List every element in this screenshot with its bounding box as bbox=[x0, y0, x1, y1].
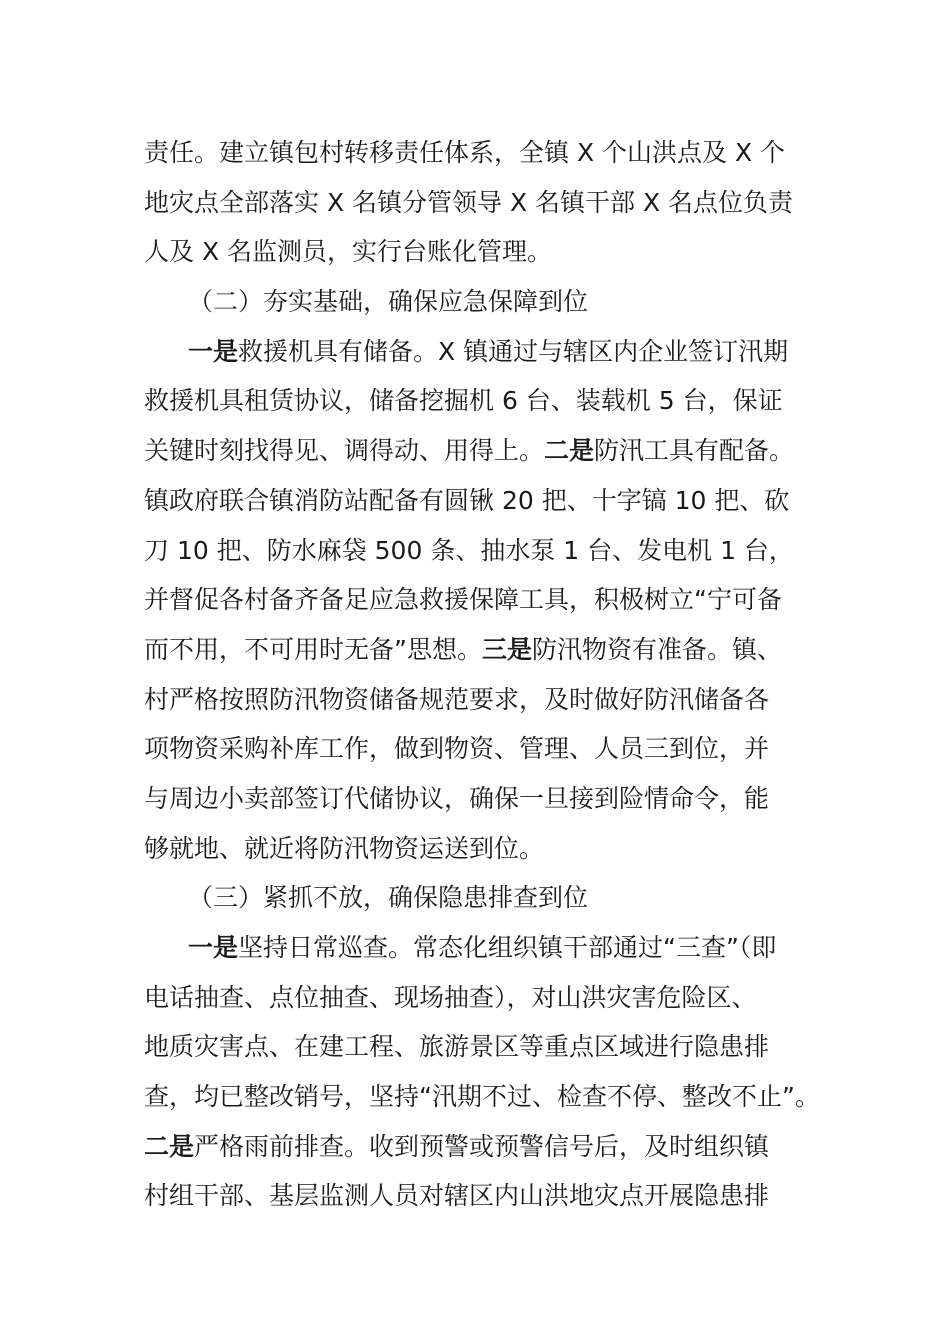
text-line bbox=[144, 973, 814, 1023]
bold-lead: 一是 bbox=[188, 336, 239, 366]
text-line bbox=[144, 724, 814, 774]
text-line bbox=[144, 1022, 814, 1072]
text-line bbox=[144, 526, 814, 576]
text-segment: 救援机具租赁协议，储备挖掘机 6 台、装载机 5 台，保证 bbox=[144, 386, 783, 416]
text-line bbox=[144, 1122, 814, 1172]
document-body bbox=[144, 128, 820, 1221]
text-segment: 刀 10 把、防水麻袋 500 条、抽水泵 1 台、发电机 1 台， bbox=[144, 535, 794, 565]
section-heading bbox=[144, 873, 814, 923]
text-segment: 查，均已整改销号，坚持“汛期不过、检查不停、整改不止”。 bbox=[144, 1082, 820, 1112]
text-segment: 并督促各村备齐备足应急救援保障工具，积极树立“宁可备 bbox=[144, 585, 782, 615]
text-line bbox=[144, 625, 814, 675]
text-line bbox=[144, 774, 814, 824]
text-segment: 防汛工具有配备。 bbox=[594, 436, 795, 466]
text-line bbox=[144, 824, 814, 874]
text-segment: 坚持日常巡查。常态化组织镇干部通过“三查”（即 bbox=[238, 933, 777, 962]
text-line bbox=[144, 376, 814, 426]
bold-lead: 三是 bbox=[481, 634, 532, 664]
bold-lead: 一是 bbox=[188, 933, 239, 962]
text-segment: 而不用，不可用时无备”思想。 bbox=[144, 634, 482, 664]
heading-text: （二）夯实基础，确保应急保障到位 bbox=[188, 287, 589, 317]
text-segment: 电话抽查、点位抽查、现场抽查），对山洪灾害危险区、 bbox=[144, 982, 757, 1012]
heading-text: （三）紧抓不放，确保隐患排查到位 bbox=[188, 883, 589, 913]
text-segment: 地灾点全部落实 X 名镇分管领导 X 名镇干部 X 名点位负责 bbox=[144, 187, 794, 217]
text-line bbox=[144, 675, 814, 725]
text-segment: 村组干部、基层监测人员对辖区内山洪地灾点开展隐患排 bbox=[144, 1181, 770, 1211]
bold-lead: 二是 bbox=[144, 1131, 195, 1161]
text-line bbox=[144, 1171, 814, 1221]
text-line bbox=[144, 426, 814, 476]
text-line bbox=[144, 575, 814, 625]
text-line bbox=[144, 476, 814, 526]
text-line bbox=[144, 128, 814, 178]
paragraph-first-line bbox=[144, 327, 814, 377]
text-segment: 救援机具有储备。X 镇通过与辖区内企业签订汛期 bbox=[238, 336, 789, 366]
text-segment: 地质灾害点、在建工程、旅游景区等重点区域进行隐患排 bbox=[144, 1032, 770, 1062]
text-line bbox=[144, 178, 814, 228]
text-segment: 够就地、就近将防汛物资运送到位。 bbox=[144, 833, 545, 863]
text-segment: 村严格按照防汛物资储备规范要求，及时做好防汛储备各 bbox=[144, 684, 770, 714]
paragraph-first-line bbox=[144, 923, 814, 973]
text-segment: 严格雨前排查。收到预警或预警信号后，及时组织镇 bbox=[194, 1131, 770, 1161]
text-segment: 项物资采购补库工作，做到物资、管理、人员三到位，并 bbox=[144, 734, 770, 764]
text-segment: 防汛物资有准备。镇、 bbox=[531, 634, 782, 664]
text-segment: 人及 X 名监测员，实行台账化管理。 bbox=[144, 237, 553, 267]
bold-lead: 二是 bbox=[544, 436, 595, 466]
text-segment: 与周边小卖部签订代储协议，确保一旦接到险情命令，能 bbox=[144, 783, 770, 813]
text-line bbox=[144, 1072, 820, 1122]
text-segment: 关键时刻找得见、调得动、用得上。 bbox=[144, 436, 545, 466]
text-segment: 镇政府联合镇消防站配备有圆锹 20 把、十字镐 10 把、砍 bbox=[144, 485, 790, 515]
text-segment: 责任。建立镇包村转移责任体系，全镇 X 个山洪点及 X 个 bbox=[144, 138, 786, 167]
text-line bbox=[144, 227, 814, 277]
section-heading bbox=[144, 277, 814, 327]
